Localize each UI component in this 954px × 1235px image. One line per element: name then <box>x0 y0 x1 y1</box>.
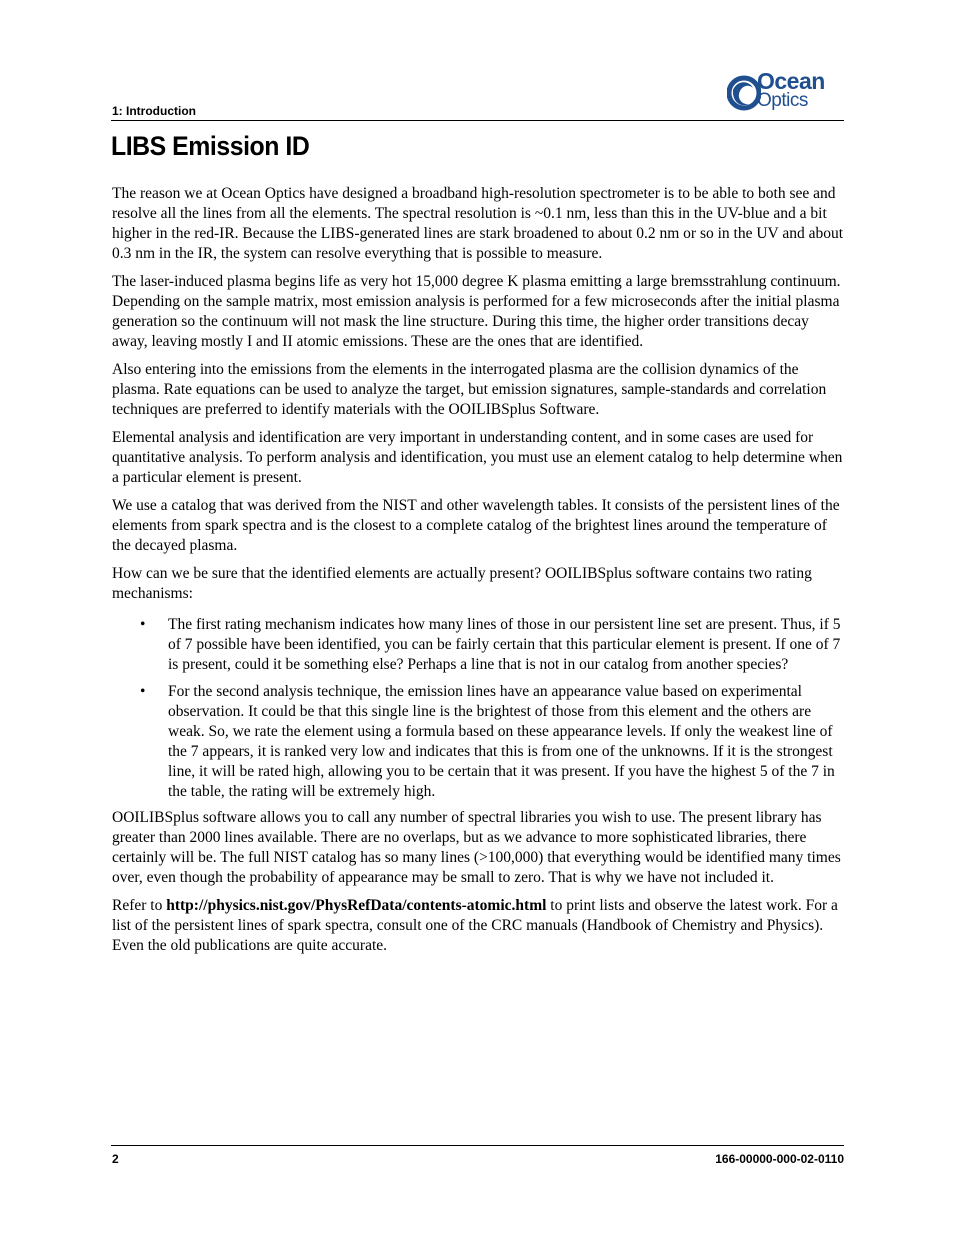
ocean-optics-logo <box>727 70 845 116</box>
document-number: 166-00000-000-02-0110 <box>715 1152 844 1166</box>
refer-paragraph <box>112 896 844 956</box>
paragraph: The laser-induced plasma begins life as very hot 15,000 degree K plasma emitting a large bremsstrahlung continuum. Depending on the sample matrix, most emission analysis is performed for a few microseconds after the initial plasma generation so the continuum will not mask the line structure. During this time, the higher order transitions decay away, leaving mostly I and II atomic emissions. These are the ones that are identified. <box>112 273 841 350</box>
header-section-label: 1: Introduction <box>112 104 196 118</box>
paragraph: Elemental analysis and identification are very important in understanding content, and in some cases are used for quantitative analysis. To perform analysis and identification, you must use an element catalog to help determine when a particular element is present. <box>112 429 843 486</box>
paragraph: OOILIBSplus software allows you to call any number of spectral libraries you wish to use. The present library has greater than 2000 lines available. There are no overlaps, but as we advance to more sophisticated libraries, there certainly will be. The full NIST catalog has so many lines (>100,000) that everything would be identified many times over, even though the probability of appearance may be small to zero. That is why we have not included it. <box>112 809 841 886</box>
header-divider <box>111 120 844 121</box>
logo-text-ocean: Ocean <box>757 68 825 94</box>
nist-link[interactable]: http://physics.nist.gov/PhysRefData/contents-atomic.html <box>166 897 547 914</box>
logo-text-optics: Optics <box>757 90 808 111</box>
rating-mechanisms-list <box>112 615 844 802</box>
page-number: 2 <box>112 1152 119 1166</box>
refer-suffix: to print lists and observe the latest work. For a list of the persistent lines of spark spectra, consult one of the CRC manuals (Handbook of Chemistry and Physics). Even the old publications are quite accurate. <box>112 897 838 954</box>
paragraph: How can we be sure that the identified elements are actually present? OOILIBSplus software contains two rating mechanisms: <box>112 565 812 602</box>
paragraph: Also entering into the emissions from the elements in the interrogated plasma are the collision dynamics of the plasma. Rate equations can be used to analyze the target, but emission signatures, sample-standards and correlation techniques are preferred to identify materials with the OOILIBSplus Software. <box>112 361 827 418</box>
list-item: • The first rating mechanism indicates how many lines of those in our persistent line set are present. Thus, if 5 of 7 possible have been identified, you can be fairly certain that this particular element is present. If one of 7 is present, could it be something else? Perhaps a line that is not in our catalog from another species? <box>168 615 844 675</box>
footer-divider <box>111 1145 844 1146</box>
ocean-wave-logo-icon <box>727 70 761 116</box>
paragraph: We use a catalog that was derived from the NIST and other wavelength tables. It consists of the persistent lines of the elements from spark spectra and is the closest to a complete catalog of the brightest lines around the temperature of the decayed plasma. <box>112 497 840 554</box>
refer-prefix: Refer to <box>112 897 167 914</box>
list-item: • For the second analysis technique, the emission lines have an appearance value based on experimental observation. It could be that this single line is the brightest of those from this element and the others are weak. So, we rate the element using a formula based on these appearance levels. If only the weakest line of the 7 appears, it is ranked very low and indicates that this is from one of the unknowns. If it is the strongest line, it will be rated high, allowing you to be certain that it was present. If you have the highest 5 of the 7 in the table, the rating will be extremely high. <box>168 682 844 802</box>
body-content <box>112 184 844 964</box>
page-title: LIBS Emission ID <box>111 131 310 161</box>
paragraph: The reason we at Ocean Optics have designed a broadband high-resolution spectrometer is to be able to both see and resolve all the lines from all the elements. The spectral resolution is ~0.1 nm, less than this in the UV-blue and a bit higher in the red-IR. Because the LIBS-generated lines are stark broadened to about 0.2 nm or so in the UV and about 0.3 nm in the IR, the system can resolve everything that is possible to measure. <box>112 185 844 262</box>
